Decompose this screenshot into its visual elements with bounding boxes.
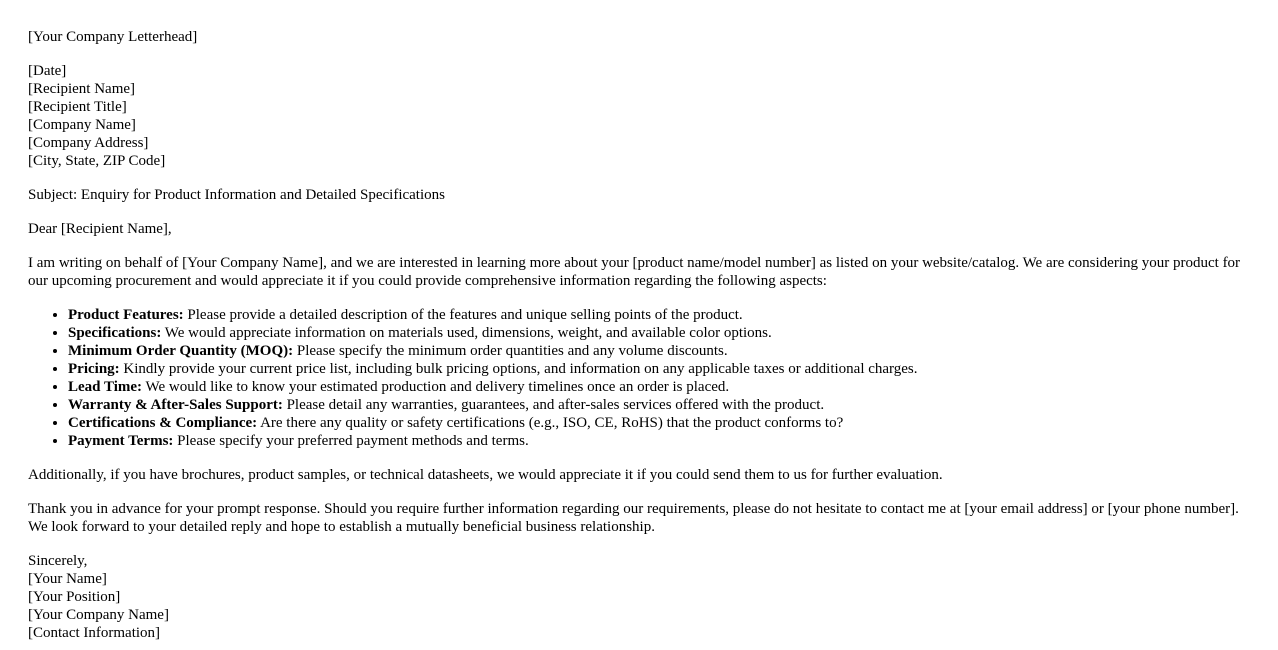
closing-text: Sincerely, — [28, 553, 88, 569]
letterhead — [28, 28, 1250, 46]
recipient-address-block — [28, 62, 1250, 170]
list-item — [68, 324, 1250, 342]
salutation — [28, 220, 1250, 238]
intro-paragraph-text: I am writing on behalf of [Your Company Name], and we are interested in learning more about your [product name/model number] as listed on your website/catalog. We are considering your product for our upcoming procurement and would appreciate it if you could provide comprehensive information regarding the following aspects: — [28, 255, 1241, 289]
recipient-title-line: [Recipient Title] — [28, 99, 127, 115]
additional-paragraph-text: Additionally, if you have brochures, product samples, or technical datasheets, we would appreciate it if you could send them to us for further evaluation. — [28, 467, 943, 483]
subject-line — [28, 186, 1250, 204]
date-line: [Date] — [28, 63, 67, 79]
aspect-text: We would appreciate information on materials used, dimensions, weight, and available color options. — [161, 325, 772, 341]
aspect-text: Kindly provide your current price list, including bulk pricing options, and information on any applicable taxes or additional charges. — [119, 361, 918, 377]
thanks-paragraph-text: Thank you in advance for your prompt response. Should you require further information regarding our requirements, please do not hesitate to contact me at [your email address] or [your phone number]. We look forward to your detailed reply and hope to establish a mutually beneficial business relationship. — [28, 501, 1239, 535]
city-state-zip-line: [City, State, ZIP Code] — [28, 153, 166, 169]
aspect-term: Lead Time: — [68, 379, 143, 395]
aspects-list — [28, 306, 1250, 450]
aspect-term: Pricing: — [68, 361, 120, 377]
list-item — [68, 432, 1250, 450]
company-address-line: [Company Address] — [28, 135, 149, 151]
aspect-text: Please detail any warranties, guarantees, and after-sales services offered with the product. — [282, 397, 825, 413]
salutation-text: Dear [Recipient Name], — [28, 221, 172, 237]
sender-position-line: [Your Position] — [28, 589, 121, 605]
list-item — [68, 414, 1250, 432]
additional-paragraph — [28, 466, 1250, 484]
aspect-text: Please specify the minimum order quantities and any volume discounts. — [293, 343, 728, 359]
subject-text: Subject: Enquiry for Product Information and Detailed Specifications — [28, 187, 445, 203]
company-name-line: [Company Name] — [28, 117, 136, 133]
recipient-name-line: [Recipient Name] — [28, 81, 136, 97]
list-item — [68, 378, 1250, 396]
sender-company-line: [Your Company Name] — [28, 607, 169, 623]
sender-name-line: [Your Name] — [28, 571, 107, 587]
intro-paragraph — [28, 254, 1250, 290]
list-item — [68, 306, 1250, 324]
list-item — [68, 396, 1250, 414]
list-item — [68, 342, 1250, 360]
aspect-text: Please specify your preferred payment methods and terms. — [173, 433, 529, 449]
aspect-text: We would like to know your estimated production and delivery timelines once an order is placed. — [142, 379, 730, 395]
aspect-text: Please provide a detailed description of the features and unique selling points of the product. — [183, 307, 743, 323]
aspect-term: Payment Terms: — [68, 433, 174, 449]
aspect-term: Product Features: — [68, 307, 184, 323]
signature-block — [28, 552, 1250, 642]
aspect-term: Specifications: — [68, 325, 162, 341]
aspect-term: Warranty & After-Sales Support: — [68, 397, 283, 413]
letterhead-text: [Your Company Letterhead] — [28, 29, 198, 45]
sender-contact-line: [Contact Information] — [28, 625, 161, 641]
aspect-text: Are there any quality or safety certifications (e.g., ISO, CE, RoHS) that the product conforms to? — [257, 415, 844, 431]
aspect-term: Minimum Order Quantity (MOQ): — [68, 343, 294, 359]
list-item — [68, 360, 1250, 378]
aspect-term: Certifications & Compliance: — [68, 415, 258, 431]
thanks-paragraph — [28, 500, 1250, 536]
